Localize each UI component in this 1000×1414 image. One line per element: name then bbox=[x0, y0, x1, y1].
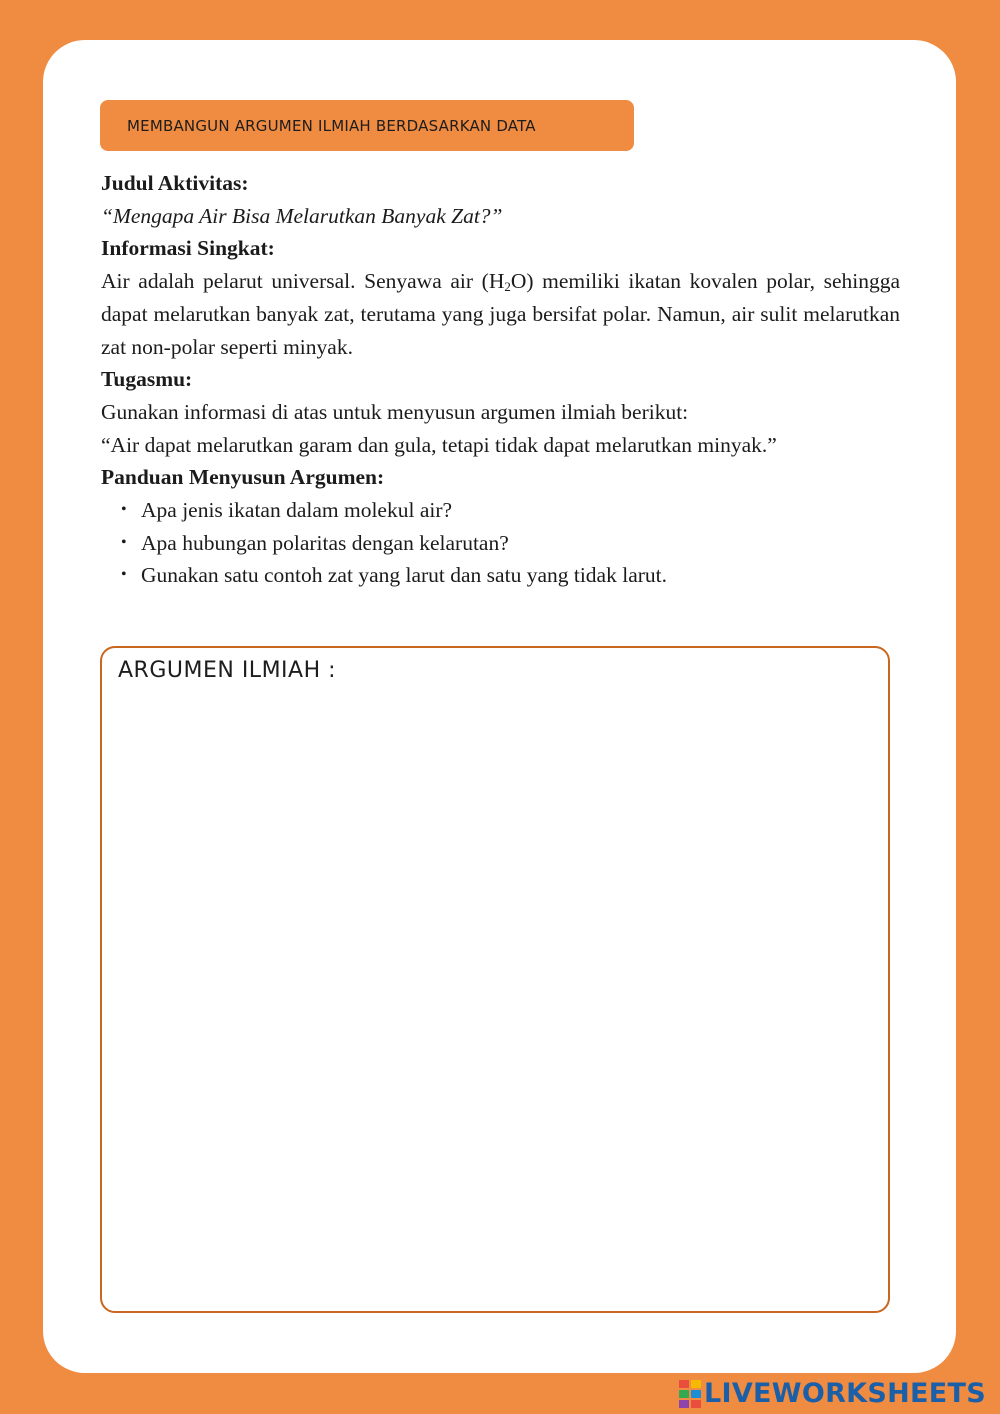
info-heading: Informasi Singkat: bbox=[101, 236, 275, 261]
guide-list bbox=[101, 494, 900, 592]
activity-heading: Judul Aktivitas: bbox=[101, 171, 249, 195]
list-item: • Apa hubungan polaritas dengan kelarutan? bbox=[121, 527, 900, 560]
answer-box bbox=[100, 646, 890, 1313]
answer-input-area[interactable] bbox=[116, 696, 874, 1297]
guide-heading: Panduan Menyusun Argumen: bbox=[101, 465, 385, 490]
banner-title: MEMBANGUN ARGUMEN ILMIAH BERDASARKAN DATA bbox=[127, 116, 536, 135]
info-paragraph: Air adalah pelarut universal. Senyawa air $(H_2O)$ memiliki ikatan kovalen polar, sehingga dapat melarutkan banyak zat, terutama yang juga bersifat polar. Namun, air sulit melarutkan zat non-polar seperti minyak. bbox=[101, 269, 900, 359]
task-instruction: Gunakan informasi di atas untuk menyusun argumen ilmiah berikut: bbox=[101, 399, 689, 424]
worksheet-content bbox=[101, 167, 900, 592]
subscript-2: 2 bbox=[504, 279, 511, 295]
answer-label: ARGUMEN ILMIAH : bbox=[118, 658, 337, 683]
watermark-text: LIVEWORKSHEETS bbox=[703, 1378, 986, 1409]
section-banner bbox=[100, 100, 634, 151]
liveworksheets-watermark bbox=[679, 1378, 986, 1409]
task-heading: Tugasmu: bbox=[101, 367, 193, 392]
activity-title: “Mengapa Air Bisa Melarutkan Banyak Zat?” bbox=[101, 203, 503, 228]
list-item: • Apa jenis ikatan dalam molekul air? bbox=[121, 494, 900, 527]
list-item: • Gunakan satu contoh zat yang larut dan satu yang tidak larut. bbox=[121, 559, 900, 592]
liveworksheets-logo-icon bbox=[679, 1379, 701, 1409]
task-statement: “Air dapat melarutkan garam dan gula, tetapi tidak dapat melarutkan minyak.” bbox=[101, 432, 777, 457]
